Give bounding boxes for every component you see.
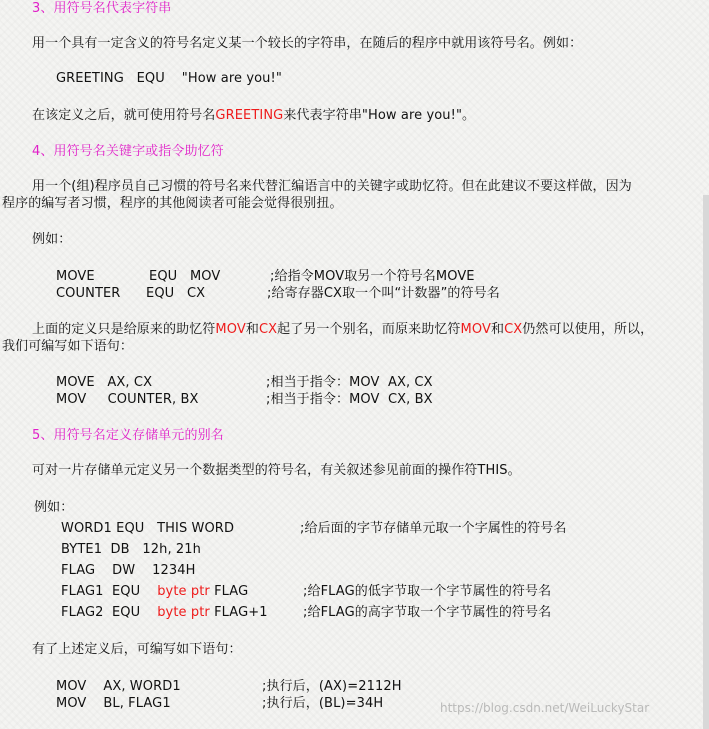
code3-line4 (61, 583, 248, 600)
text: 上面的定义只是给原来的助忆符 (32, 322, 216, 337)
code3-line2: BYTE1 DB 12h, 21h (61, 542, 201, 557)
section-3-code: GREETING EQU "How are you!" (56, 71, 282, 86)
code4-line2-comment: ;执行后，(BL)=34H (262, 696, 384, 711)
code4-line2: MOV BL, FLAG1 (56, 696, 171, 711)
code4-line1-comment: ;执行后，(AX)=2112H (262, 679, 402, 694)
code3-line4-comment: ;给FLAG的低字节取一个字节属性的符号名 (303, 584, 552, 599)
scrollbar[interactable] (703, 195, 709, 729)
section-4-example-label: 例如： (32, 232, 72, 247)
code: FLAG2 EQU (61, 605, 158, 620)
code2-line2-comment: ;相当于指令：MOV CX, BX (266, 392, 433, 407)
byte-ptr-keyword: byte ptr (157, 605, 210, 620)
code-line-counter-col1: COUNTER (56, 286, 121, 301)
section-5-example-label: 例如： (34, 500, 74, 515)
section-3-heading: 3、用符号名代表字符串 (32, 1, 172, 16)
code3-line5 (61, 604, 268, 621)
section-4-paragraph2-line1 (32, 321, 653, 338)
code-line-counter-col2: EQU CX (146, 286, 206, 301)
mov-keyword: MOV (215, 322, 246, 337)
cx-keyword: CX (258, 322, 278, 337)
text: 仍然可以使用，所以， (522, 322, 654, 337)
code3-line3: FLAG DW 1234H (61, 563, 196, 578)
code2-line2: MOV COUNTER, BX (56, 392, 199, 407)
section-3-after (32, 107, 475, 124)
cx-keyword: CX (504, 322, 523, 337)
code-line-move-col1: MOVE (56, 269, 95, 284)
code2-line1-comment: ;相当于指令：MOV AX, CX (266, 375, 433, 390)
text: 和 (245, 322, 259, 337)
code: WORD1 EQU THIS WORD (61, 521, 235, 536)
mov-keyword: MOV (460, 322, 491, 337)
text: 来代表字符串"How are you!"。 (283, 108, 476, 123)
code3-line1 (61, 520, 234, 537)
section-5-heading: 5、用符号名定义存储单元的别名 (32, 428, 224, 443)
code-line-move-comment: ;给指令MOV取另一个符号名MOVE (270, 269, 475, 284)
section-4-paragraph-line1: 用一个(组)程序员自己习惯的符号名来代替汇编语言中的关键字或助忆符。但在此建议不要这样做，因为 (32, 179, 632, 194)
code3-line5-comment: ;给FLAG的高字节取一个字节属性的符号名 (303, 605, 552, 620)
byte-ptr-keyword: byte ptr (157, 584, 210, 599)
code4-line1: MOV AX, WORD1 (56, 679, 181, 694)
section-5-intro: 可对一片存储单元定义另一个数据类型的符号名，有关叙述参见前面的操作符THIS。 (32, 463, 521, 478)
code-line-move-col2: EQU MOV (149, 269, 221, 284)
code: FLAG+1 (209, 605, 268, 620)
greeting-symbol: GREETING (215, 108, 284, 123)
code3-line1-comment: ;给后面的字节存储单元取一个字属性的符号名 (300, 521, 567, 536)
section-4-paragraph2-line2: 我们可编写如下语句： (2, 339, 134, 354)
code: FLAG1 EQU (61, 584, 158, 599)
section-4-heading: 4、用符号名关键字或指令助忆符 (32, 144, 224, 159)
text: 起了另一个别名，而原来助忆符 (277, 322, 461, 337)
code: FLAG (209, 584, 249, 599)
section-5-after: 有了上述定义后，可编写如下语句： (32, 642, 242, 657)
code2-line1: MOVE AX, CX (56, 375, 153, 390)
text: 在该定义之后，就可使用符号名 (32, 108, 216, 123)
section-3-intro: 用一个具有一定含义的符号名定义某一个较长的字符串，在随后的程序中就用该符号名。例如： (32, 36, 583, 51)
text: 和 (490, 322, 505, 337)
section-4-paragraph-line2: 程序的编写者习惯，程序的其他阅读者可能会觉得很别扭。 (2, 196, 343, 211)
code-line-counter-comment: ;给寄存器CX取一个叫“计数器”的符号名 (267, 286, 500, 301)
watermark: https://blog.csdn.net/WeiLuckyStar (440, 701, 650, 715)
